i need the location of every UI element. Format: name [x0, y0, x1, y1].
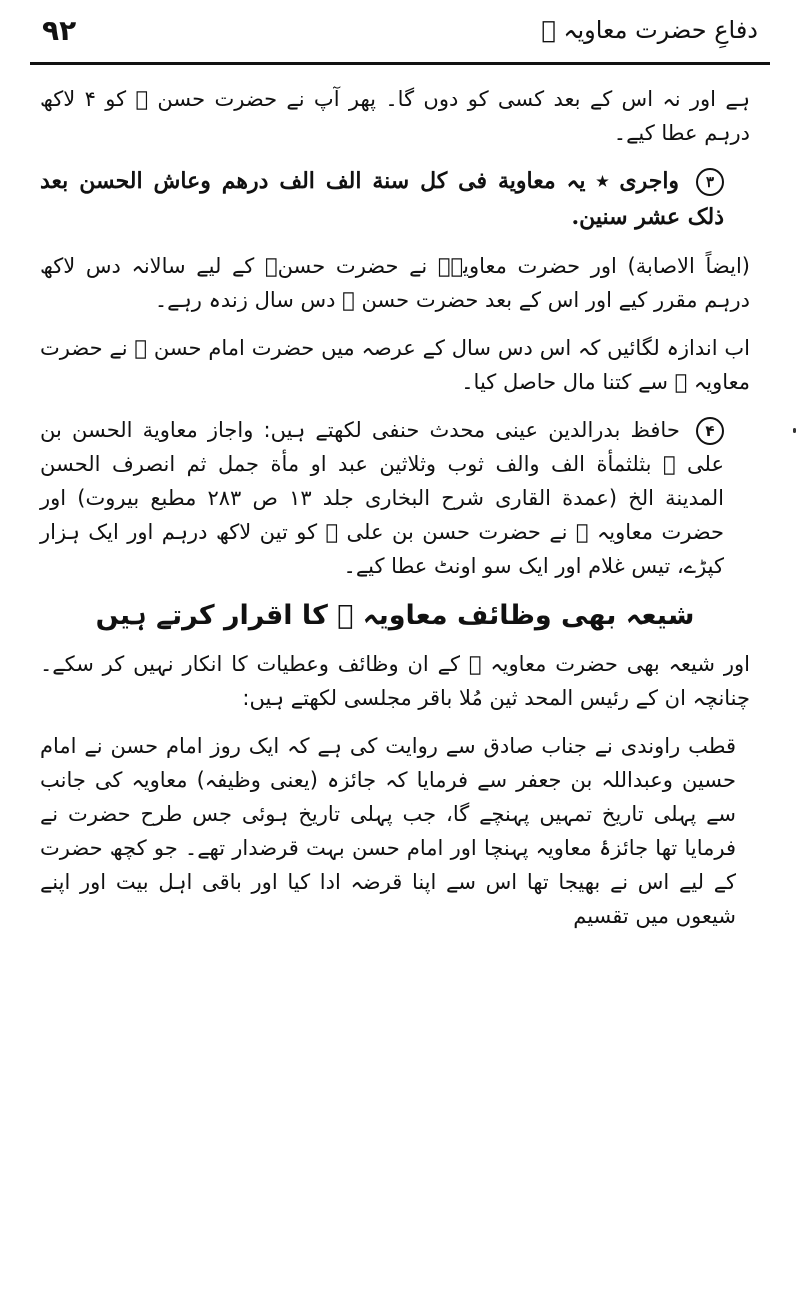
- paragraph-3: اب اندازہ لگائیں کہ اس دس سال کے عرصہ میں حضرت امام حسن ﷛ نے حضرت معاویہ ﷛ سے کتنا مال حاصل کیا۔: [40, 336, 750, 395]
- paragraph-4: [40, 413, 750, 583]
- paragraph-5: اور شیعہ بھی حضرت معاویہ ﷛ کے ان وظائف وعطیات کا انکار نہیں کر سکے۔ چنانچہ ان کے رئیس المحد ثین مُلا باقر مجلسی لکھتے ہیں:: [40, 652, 750, 711]
- arabic-quote-3: [40, 164, 750, 235]
- page-number: ۹۲: [42, 14, 77, 47]
- item-number-3: ۳: [696, 168, 724, 196]
- paragraph-2: (ایضاً الاصابة) اور حضرت معاویہؓ نے حضرت حسنؓ کے لیے سالانہ دس لاکھ درہم مقرر کیے اور اس کے بعد حضرت حسن ﷛ دس سال زندہ رہے۔: [40, 254, 750, 313]
- arabic-quote-3-text: واجری ٭ یہ معاویة فی کل سنة الف الف درھم وعاش الحسن بعد ذلک عشر سنین.: [40, 168, 724, 230]
- header-divider: [30, 62, 770, 65]
- section-heading: شیعہ بھی وظائف معاویہ ﷛ کا اقرار کرتے ہیں: [95, 600, 695, 632]
- page-body: [40, 82, 750, 1280]
- quoted-narration: قطب راوندی نے جناب صادق سے روایت کی ہے کہ ایک روز امام حسن نے امام حسین وعبداللہ بن جعفر سے فرمایا کہ جائزہ (یعنی وظیفہ) معاویہ کی جانب سے پہلی تاریخ تمہیں پہنچے گا، جب پہلی تاریخ ہوئی جس طرح حضرت نے فرمایا تھا جائزۂ معاویہ پہنچا اور امام حسن بہت قرضدار تھے۔ جو کچھ حضرت کے لیے اس نے بھیجا تھا اس سے اپنا قرضہ ادا کیا اور باقی اہل بیت اور اپنے شیعوں میں تقسیم: [40, 734, 736, 929]
- page-header: [30, 8, 770, 60]
- scan-speck: [793, 428, 796, 433]
- running-title: دفاعِ حضرت معاویہ ﷛: [541, 16, 758, 44]
- paragraph-1: ہے اور نہ اس کے بعد کسی کو دوں گا۔ پھر آپ نے حضرت حسن ﷛ کو ۴ لاکھ درہم عطا کیے۔: [40, 87, 750, 146]
- paragraph-4-text: حافظ بدرالدین عینی محدث حنفی لکھتے ہیں: واجاز معاویة الحسن بن علی ﷛ بثلثمأة الف والف ثوب وثلاثین عبد او مأة جمل ثم انصرف الحسن المدینة الخ (عمدة القاری شرح البخاری جلد ۱۳ ص ۲۸۳ مطبع بیروت) اور حضرت معاویہ ﷛ نے حضرت حسن بن علی ﷛ کو تین لاکھ درہم اور ایک ہزار کپڑے، تیس غلام اور ایک سو اونٹ عطا کیے۔: [40, 418, 724, 579]
- item-number-4: ۴: [696, 417, 724, 445]
